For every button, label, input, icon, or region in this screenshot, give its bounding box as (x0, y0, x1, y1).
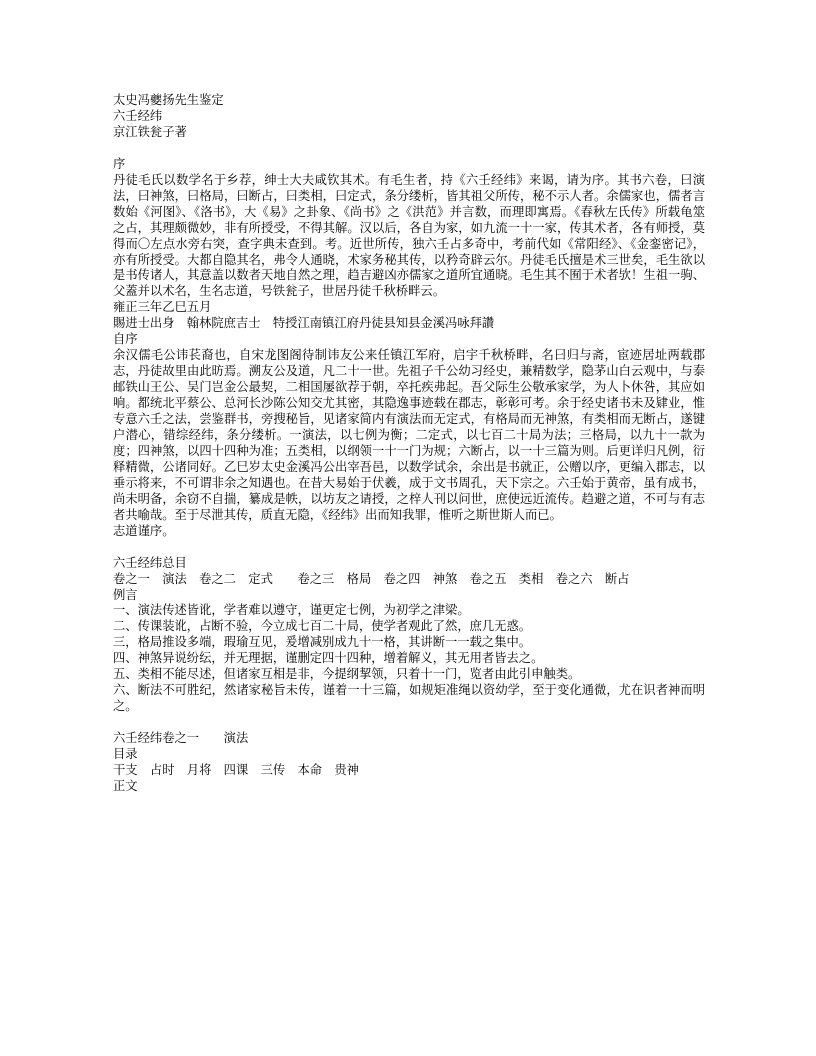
fanli-item-5: 五、类相不能尽述，但诸家互相是非，今提纲挈领，只着十一门，览者由此引申触类。 (113, 667, 581, 682)
fanli-heading: 例言 (113, 587, 138, 602)
preface-heading: 序 (113, 156, 126, 171)
preface-date: 雍正三年乙巳五月 (113, 300, 212, 315)
certifier-line: 太史冯夔扬先生鉴定 (113, 93, 224, 107)
volume-one-main-text-label: 正文 (113, 778, 138, 793)
spacer-2 (113, 540, 705, 556)
book-title-line: 六壬经纬 (113, 108, 163, 123)
preface-signature: 賜进士出身 翰林院庶吉士 特授江南镇江府丹徒县知县金溪冯咏拜讚 (113, 316, 495, 331)
self-preface-closing: 志道谨序。 (113, 523, 175, 538)
toc-heading: 六壬经纬总目 (113, 555, 187, 570)
fanli-item-3: 三，格局推设多端，瑕瑜互见，爰增减别成九十一格，其讲断一一载之集中。 (113, 635, 532, 650)
fanli-item-6: 六、断法不可胜纪，然诸家秘旨未传，谨着一十三篇，如规矩准绳以资幼学，至于变化通微，尤在识者神而明之。 (113, 683, 705, 714)
self-preface-heading: 自序 (113, 332, 138, 347)
spacer-1 (113, 141, 705, 157)
spacer-3 (113, 715, 705, 731)
fanli-item-1: 一、演法传述皆讹，学者难以遵守，谨更定七例，为初学之津梁。 (113, 603, 470, 618)
document-text-column (113, 93, 705, 795)
volume-one-heading: 六壬经纬卷之一 演法 (113, 731, 249, 746)
fanli-item-4: 四、神煞异说纷纭，并无理据，谨删定四十四种，增着解义，其无用者皆去之。 (113, 651, 544, 666)
author-line: 京江铁瓮子著 (113, 124, 187, 139)
volume-one-contents-label: 目录 (113, 747, 138, 762)
volume-one-contents-items: 干支 占时 月将 四课 三传 本命 贵神 (113, 762, 359, 777)
self-preface-body: 余汉儒毛公讳苌裔也，自宋龙图阁待制讳友公来任镇江军府，启宇千秋桥畔，名曰归与斋，宦迹居址两载郡志，丹徒故里由此昉焉。溯友公及道，凡二十一世。先祖子千公幼习经史，兼精数学，隐茅山白云观中，与泰邮铁山王公、吴门岂金公最契，二相国屡欲荐于朝，卒托疾弗起。吾父际生公敬承家学，为人卜休咎，其应如响。都统北平蔡公、总河长沙陈公知交尤其密，其隐逸事迹载在郡志，彰彰可考。余于经史诸书未及肄业，惟专意六壬之法，尝鉴群书，旁搜秘旨，见诸家简内有演法而无定式，有格局而无神煞，有类相而无断占，遂键户潜心，错综经纬，条分缕析。一演法，以七例为衡；二定式，以七百二十局为法；三格局，以九十一款为度；四神煞，以四十四种为准；五类相，以纲领一十一门为规；六断占，以一十三篇为则。后更详归凡例，衍释精微，公诸同好。乙巳岁太史金溪冯公出宰吾邑，以数学试余，余出是书就正，公赠以序，更编入郡志，以垂示将来，不可谓非余之知遇也。在昔大易始于伏羲，成于文书周孔，天下宗之。六壬始于黄帝，虽有成书，尚未明备，余窃不自揣，纂成是帙，以坊友之请授，之梓人刊以问世，庶使远近流传。趋避之道，不可与有志者共喻哉。至于尽泄其传，质直无隐，《经纬》出而知我罪，惟听之斯世斯人而已。 (113, 348, 705, 522)
fanli-item-2: 二、传课装讹，占断不验，今立成七百二十局，使学者观此了然，庶几无惑。 (113, 619, 532, 634)
toc-volumes-line: 卷之一 演法 卷之二 定式 卷之三 格局 卷之四 神煞 卷之五 类相 卷之六 断占 (113, 571, 630, 586)
preface-body: 丹徒毛氏以数学名于乡荐，绅士大夫咸钦其术。有毛生者，持《六壬经纬》来谒，请为序。其书六卷，曰演法，曰神煞，曰格局，曰断占，曰类相，曰定式，条分缕析，皆其祖父所传，秘不示人者。余儒家也，儒者言数始《河图》、《洛书》，大《易》之卦象、《尚书》之《洪范》并言数，而理即寓焉。《春秋左氏传》所载龟筮之占，其理颇微妙，非有所授受，不得其解。汉以后，各自为家，如九流一十一家，传其术者，各有师授，莫得而〇左点水旁右突，查字典未查到。考。近世所传，独六壬占多奇中，考前代如《常阳经》、《金銮密记》，亦有所授受。大都自隐其名，弗令人通晓，术家务秘其传，以矜奇辟云尔。丹徒毛氏擅是术三世矣，毛生欲以是书传诸人，其意盖以数者天地自然之理，趋吉避凶亦儒家之道所宜通晓。毛生其不囿于术者欤！生祖一驹、父蓋并以术名，生名志道，号铁瓮子，世居丹徒千秋桥畔云。 (113, 172, 705, 299)
